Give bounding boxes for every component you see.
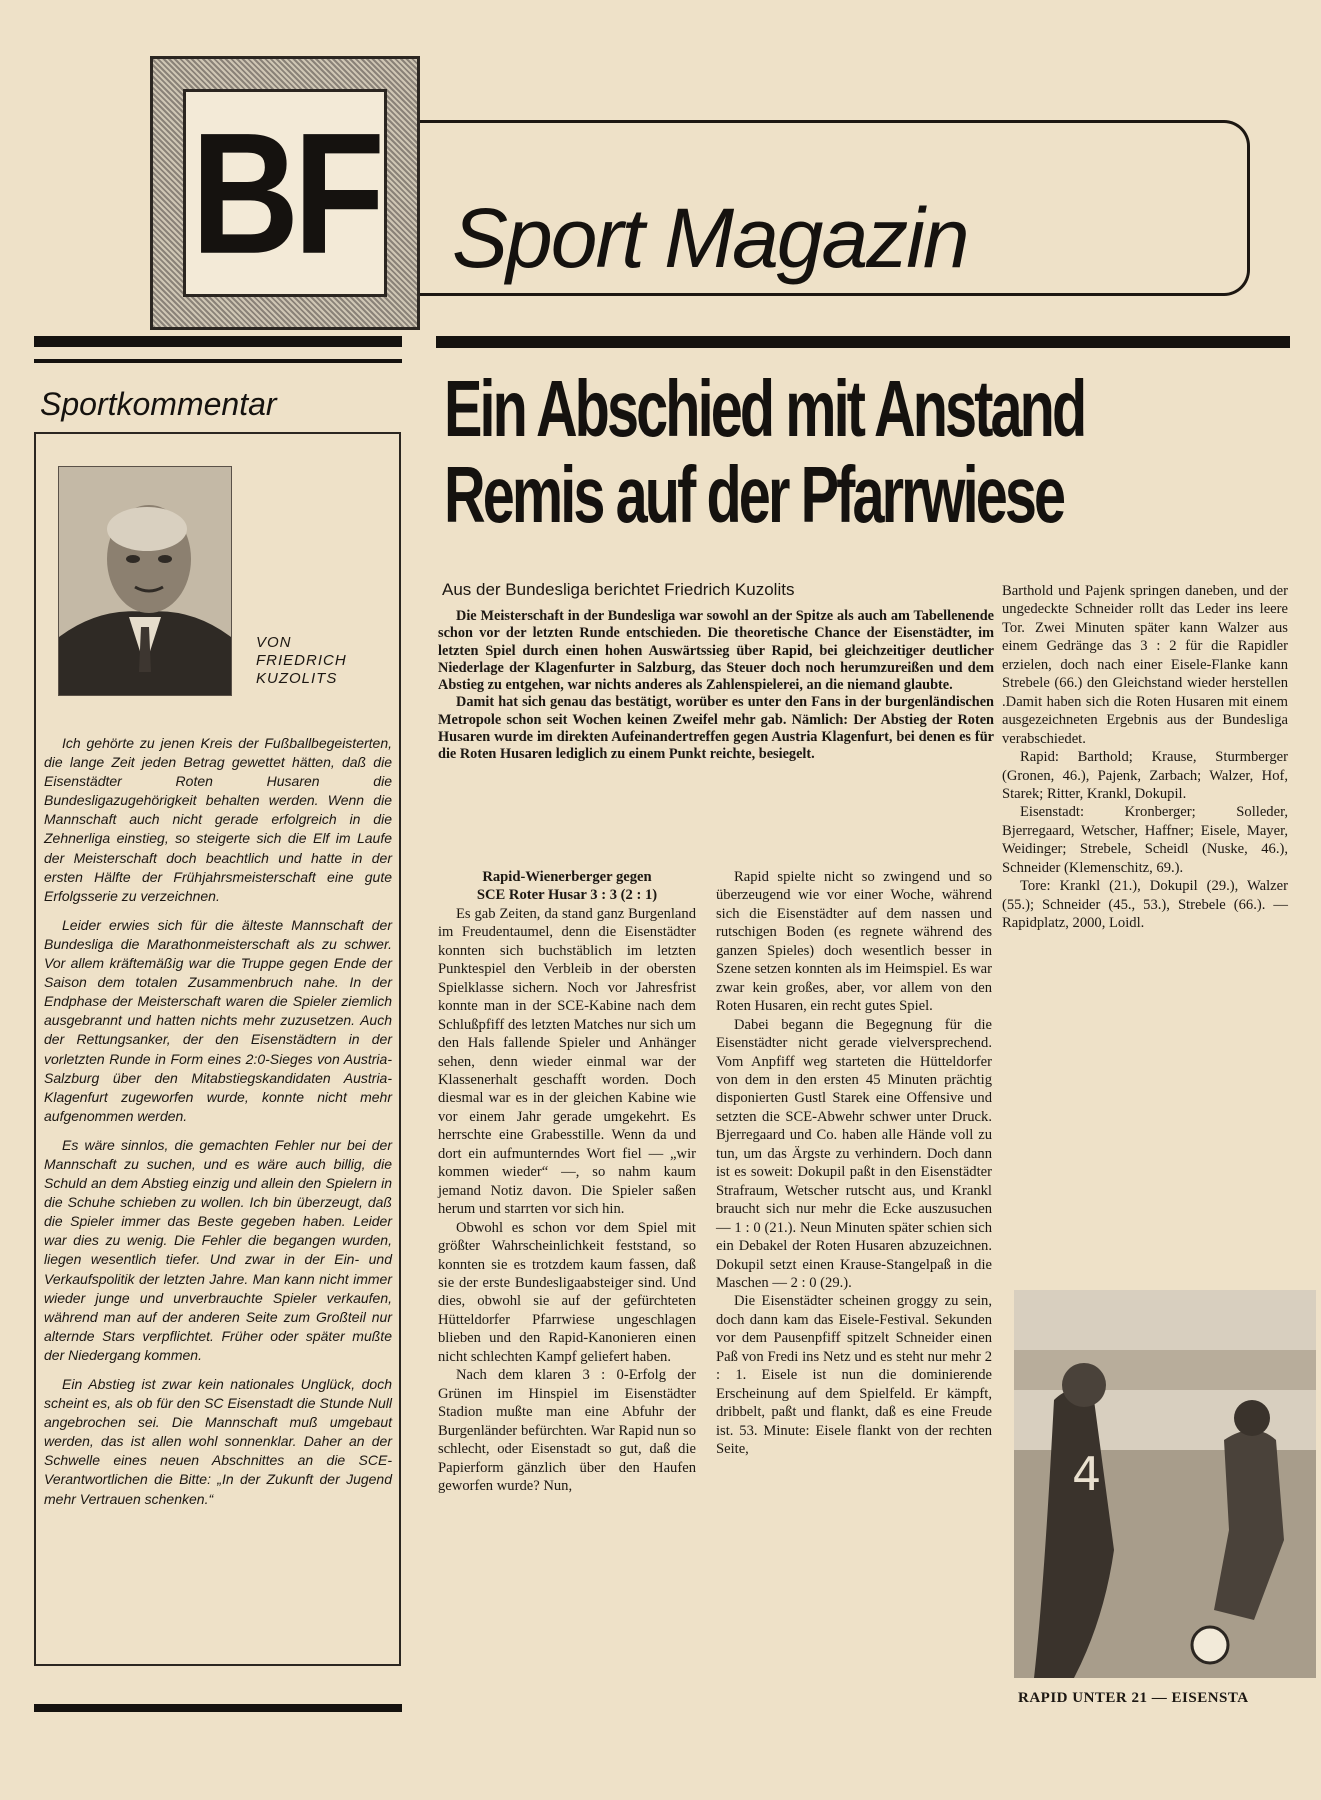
paragraph: Es gab Zeiten, da stand ganz Burgenland im Freudentaumel, denn die Eisenstädter konnten sich buchstäblich im letzten Punktespiel den Verbleib in der obersten Spielklasse sichern. Noch vor Jahresfrist konnte man in der SCE-Kabine nach dem Schlußpfiff des letzten Matches nur sich um den Hals fallende Spieler und Anhänger sehen, denn wieder einmal war der Klassenerhalt geschafft worden. Doch diesmal war es in der gleichen Kabine wie vor einem Jahr gerade umgekehrt. Es herrschte eine Grabesstille. Wenn da und dort ein aufmunterndes Wort fiel — „wir kommen wieder“ —, so nahm kaum jemand Notiz davon. Die Spieler saßen herum und starrten vor sich hin. [438,905,696,1218]
paragraph: Die Meisterschaft in der Bundesliga war sowohl an der Spitze als auch am Tabellenende schon vor der letzten Runde entschieden. Die theoretische Chance der Eisenstädter, im letzten Spiel durch einen hohen Auswärtssieg über Rapid, bei gleichzeitiger deutlicher Niederlage der Klagenfurter in Salzburg, das Steuer doch noch herumzureißen und dem Abstieg zu entgehen, war nichts anderes als Zahlenspielerei, an die niemand glaubte. [438,608,994,694]
match-photo [1014,1290,1316,1678]
author-portrait-icon [59,467,231,695]
paragraph: Barthold und Pajenk springen daneben, und der ungedeckte Schneider rollt das Leder ins leere Tor. Zwei Minuten später kann Walzer aus einem Gedränge das 3 : 2 für die Rapidler erzielen, doch nach einer Eisele-Flanke kann Strebele (66.) den Gleichstand wieder herstellen .Damit haben sich die Roten Husaren mit einem ausgezeichneten Ergebnis aus der Bundesliga verabschiedet. [1002,583,1288,747]
paragraph: Leider erwies sich für die älteste Mannschaft der Bundesliga die Marathonmeisterschaft als zu schwer. Vor allem kräftemäßig war die Truppe gegen Ende der Saison dem totalen Zusammenbruch nahe. In der Endphase der Meisterschaft waren die Spieler ziemlich ausgebrannt und hatten nichts mehr zuzusetzen. Auch der Rettungsanker, der den Eisenstädtern in der vorletzten Runde in Form eines 2:0-Sieges von Austria-Salzburg über den Mitabstiegskandidaten Austria-Klagenfurt zugeworfen wurde, konnte nicht mehr aufgenommen werden. [44,916,392,1124]
logo-frame [150,56,420,330]
match-heading: SCE Roter Husar 3 : 3 (2 : 1) [476,887,658,904]
paragraph: Rapid spielte nicht so zwingend und so überzeugend wie vor einer Woche, während sich die Eisenstädter auf dem nassen und rutschigen Boden (es regnete während des ganzen Spieles) doch wesentlich besser in Szene setzen konnten als im Heimspiel. Es war zwar kein großes, aber, vor allem von den Roten Husaren, ein recht gutes Spiel. [716,869,992,1015]
headline: Ein Abschied mit Anstand Remis auf der Pfarrwiese [444,364,1085,539]
article-byline: Aus der Bundesliga berichtet Friedrich Kuzolits [442,580,795,599]
goals: Tore: Krankl (21.), Dokupil (29.), Walzer (55.); Schneider (45., 53.), Strebele (66.). — Rapidplatz, 2000, Loidl. [1002,878,1288,932]
comment-text [44,734,392,1519]
match-heading: Rapid-Wienerberger gegen [482,869,652,885]
paragraph: Dabei begann die Begegnung für die Eisenstädter nicht gerade vielversprechend. Vom Anpfiff weg starteten die Hütteldorfer von dem in den ersten 45 Minuten prächtig disponierten Gustl Starek eine Offensive und setzten die SCE-Abwehr schwer unter Druck. Bjerregaard und Co. haben alle Hände voll zu tun, um das Ärgste zu verhindern. Doch dann ist es soweit: Dokupil paßt in den Eisenstädter Strafraum, Wetscher rutscht aus, und Krankl braucht sich nur mehr die Ecke auszusuchen — 1 : 0 (21.). Neun Minuten später schien sich ein Debakel der Roten Husaren abzuzeichnen. Dokupil setzt einen Krause-Stangelpaß in die Maschen — 2 : 0 (29.). [716,1016,992,1291]
photo-caption: RAPID UNTER 21 — EISENSTA [1018,1690,1249,1706]
football-scene-icon [1014,1290,1316,1678]
comment-byline: VON FRIEDRICH KUZOLITS [256,634,347,687]
divider [34,359,402,363]
paragraph: Ich gehörte zu jenen Kreis der Fußballbegeisterten, die lange Zeit jeden Betrag gewettet hätten, daß die Eisenstädter Roten Husaren die Bundesligazugehörigkeit behalten werden. Wenn die Mannschaft auch nicht gerade erfolgreich in die Zehnerliga einstieg, so steigerte sich die Elf im Laufe der Meisterschaft doch beachtlich und hatte in der ersten Hälfte der Frühjahrsmeisterschaft eine gute Erfolgsserie zu verzeichnen. [44,735,392,904]
paragraph: Nach dem klaren 3 : 0-Erfolg der Grünen im Hinspiel im Eisenstädter Stadion mußte man eine Abfuhr der Burgenländer befürchten. War Rapid nun so schlecht, oder Eisenstadt so gut, daß die Papierform gänzlich über den Haufen geworfen wurde? Nun, [438,1367,696,1494]
section-label: Sportkommentar [40,386,277,422]
paragraph: Obwohl es schon vor dem Spiel mit größter Wahrscheinlichkeit feststand, so konnten sie es trotzdem kaum fassen, daß sie der erste Bundesligaabsteiger sind. Und dies, obwohl sie auf der gefürchteten Hütteldorfer Pfarrwiese ungeschlagen blieben und den Rapid-Kanonieren einen nicht schlechten Kampf geliefert haben. [438,1219,696,1365]
article-column-3 [1002,582,1288,933]
svg-text:4: 4 [1072,1447,1102,1501]
logo-text: BF [191,96,379,290]
lineup-eisenstadt: Eisenstadt: Kronberger; Solleder, Bjerregaard, Wetscher, Haffner; Eisele, Mayer, Weidinger; Strebele, Scheidl (Nuske, 46.), Schneider (Klemenschitz, 69.). [1002,804,1288,876]
divider [34,1704,402,1712]
article-column-2 [716,868,992,1459]
paragraph: Es wäre sinnlos, die gemachten Fehler nur bei der Mannschaft zu suchen, und es wäre auch billig, die Schuld an dem Abstieg einzig und allein den Spielern in die Schuhe schieben zu wollen. Ich bin überzeugt, daß die Spieler immer das Beste gegeben haben. Leider war dies zu wenig. Die Fehler die begangen wurden, liegen wesentlich tiefer. Und zwar in der Ein- und Verkaufspolitik der letzten Jahre. Man kann nicht immer wieder junge und unverbrauchte Spieler verkaufen, während man auf der anderen Seite zum Großteil nur alternde Stars verpflichtet. Früher oder später mußte der Niedergang kommen. [44,1136,392,1363]
paragraph: Damit hat sich genau das bestätigt, worüber es unter den Fans in der burgenländischen Metropole schon seit Wochen keinen Zweifel mehr gab. Nämlich: Der Abstieg der Roten Husaren wurde im direkten Aufeinandertreffen gegen Austria Klagenfurt, bei denen es für die Roten Husaren lediglich zu einem Punkt reichte, besiegelt. [438,694,994,763]
magazine-title: Sport Magazin [452,191,968,285]
paragraph: Ein Abstieg ist zwar kein nationales Unglück, doch scheint es, als ob für den SC Eisenstadt die Stunde Null angebrochen sei. Die Mannschaft muß umgebaut werden, das ist allen wohl sonnenklar. Daher an der Schwelle eines neuen Abschnittes an die SCE-Verantwortlichen die Bitte: „In der Zukunft der Jugend mehr Vertrauen schenken.“ [44,1376,392,1507]
divider [34,336,402,347]
paragraph: Die Eisenstädter scheinen groggy zu sein, doch dann kam das Eisele-Festival. Sekunden vor dem Pausenpfiff spitzelt Schneider einen Paß von Fredi ins Netz und es steht nur mehr 2 : 1. Eisele ist nun die dominierende Erscheinung auf dem Spielfeld. Er kämpft, dribbelt, paßt und flankt, daß es eine Freude ist. 53. Minute: Eisele flankt von der rechten Seite, [716,1293,992,1458]
logo [183,89,387,297]
author-photo [58,466,232,696]
article-lead [438,608,994,764]
divider [436,336,1290,348]
lineup-rapid: Rapid: Barthold; Krause, Sturmberger (Gronen, 46.), Pajenk, Zarbach; Walzer, Hof, Starek; Ritter, Krankl, Dokupil. [1002,749,1288,802]
article-column-1 [438,868,696,1495]
